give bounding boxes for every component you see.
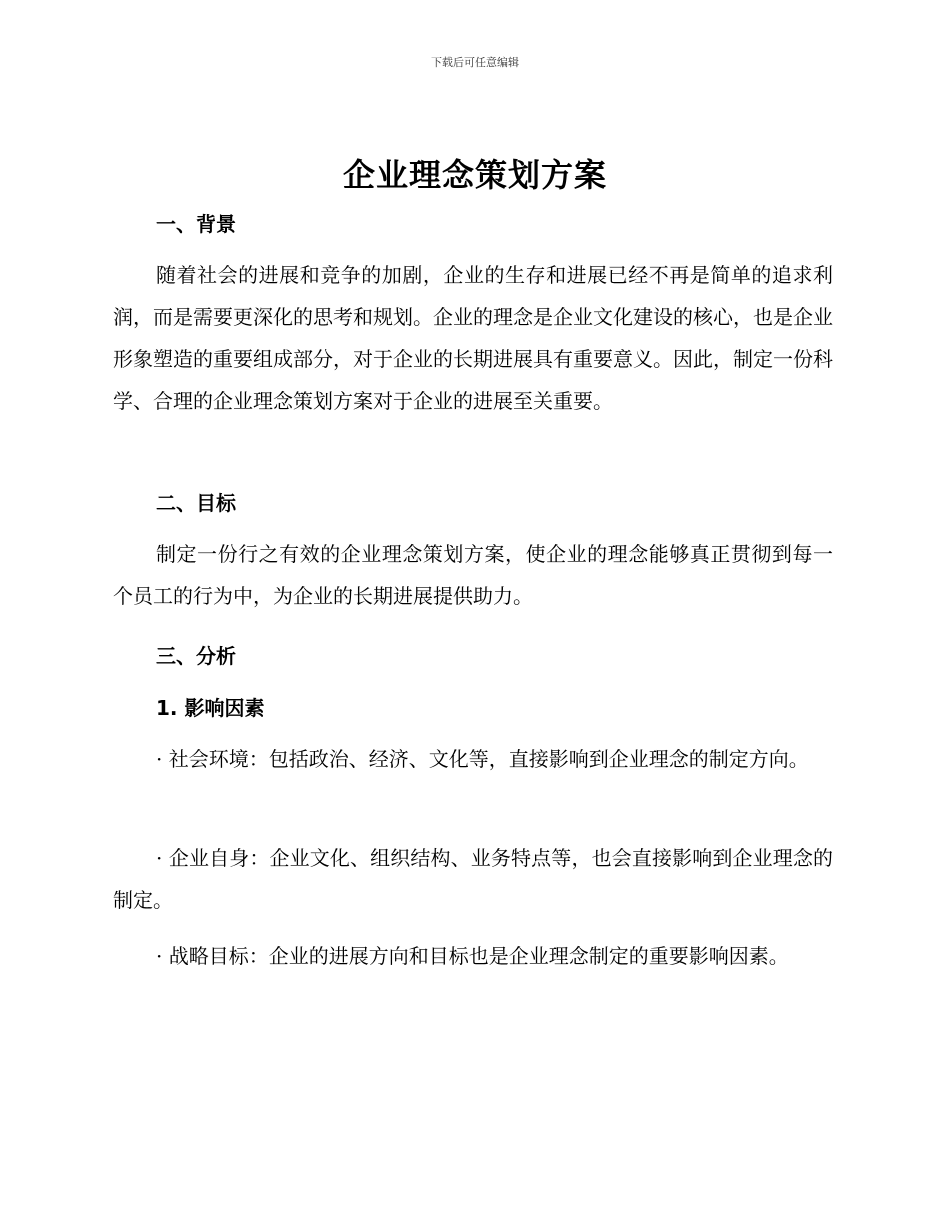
heading-background: 一、背景 xyxy=(156,212,236,236)
header-note: 下载后可任意编辑 xyxy=(431,56,519,69)
bullet-strategic-goal: · 战略目标：企业的进展方向和目标也是企业理念制定的重要影响因素。 xyxy=(156,944,789,968)
heading-goal: 二、目标 xyxy=(156,491,236,515)
paragraph-goal: 制定一份行之有效的企业理念策划方案，使企业的理念能够真正贯彻到每一个员工的行为中，为企业的长期进展提供助力。 xyxy=(113,542,833,608)
document-title: 企业理念策划方案 xyxy=(342,156,607,194)
bullet-social-environment: · 社会环境：包括政治、经济、文化等，直接影响到企业理念的制定方向。 xyxy=(156,747,809,771)
bullet-company-self: · 企业自身：企业文化、组织结构、业务特点等，也会直接影响到企业理念的制定。 xyxy=(113,846,833,912)
paragraph-background: 随着社会的进展和竞争的加剧，企业的生存和进展已经不再是简单的追求利润，而是需要更深化的思考和规划。企业的理念是企业文化建设的核心，也是企业形象塑造的重要组成部分，对于企业的长期进展具有重要意义。因此，制定一份科学、合理的企业理念策划方案对于企业的进展至关重要。 xyxy=(113,263,833,413)
subheading-factors: 1. 影响因素 xyxy=(156,696,265,720)
heading-analysis: 三、分析 xyxy=(156,644,236,668)
